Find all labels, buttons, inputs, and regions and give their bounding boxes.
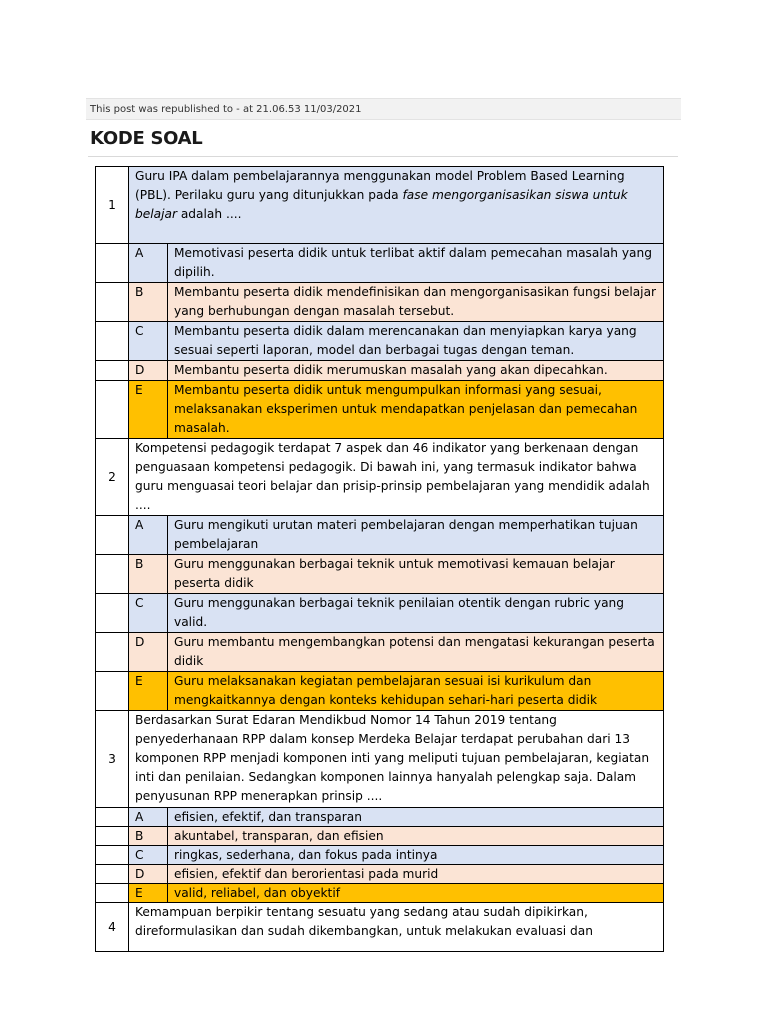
page-title: KODE SOAL [90, 128, 203, 149]
option-text: Memotivasi peserta didik untuk terlibat aktif dalam pemecahan masalah yang dipilih. [168, 244, 664, 283]
option-row[interactable] [96, 555, 664, 594]
option-row[interactable] [96, 594, 664, 633]
empty-cell [96, 884, 129, 903]
option-row[interactable] [96, 244, 664, 283]
option-text: efisien, efektif dan berorientasi pada murid [168, 865, 664, 884]
option-text: Membantu peserta didik untuk mengumpulkan informasi yang sesuai, melaksanakan eksperimen untuk mendapatkan penjelasan dan pemecahan masalah. [168, 381, 664, 439]
option-row[interactable] [96, 827, 664, 846]
empty-cell [96, 283, 129, 322]
republish-banner [86, 98, 681, 120]
question-number: 2 [96, 439, 129, 516]
option-text: Guru melaksanakan kegiatan pembelajaran sesuai isi kurikulum dan mengkaitkannya dengan konteks kehidupan sehari-hari peserta didik [168, 672, 664, 711]
option-row[interactable] [96, 361, 664, 381]
question-number: 3 [96, 711, 129, 808]
option-letter: C [129, 322, 168, 361]
option-letter: B [129, 555, 168, 594]
question-row-3 [96, 711, 664, 808]
option-text: Guru menggunakan berbagai teknik penilaian otentik dengan rubric yang valid. [168, 594, 664, 633]
question-stem [129, 167, 664, 244]
republish-banner-text: This post was republished to - at 21.06.53 11/03/2021 [90, 104, 362, 115]
question-stem: Kompetensi pedagogik terdapat 7 aspek dan 46 indikator yang berkenaan dengan penguasaan kompetensi pedagogik. Di bawah ini, yang termasuk indikator bahwa guru menguasai teori belajar dan prisip-prinsip pembelajaran yang mendidik adalah .... [129, 439, 664, 516]
option-row[interactable] [96, 516, 664, 555]
question-table [95, 166, 664, 952]
question-number: 1 [96, 167, 129, 244]
empty-cell [96, 322, 129, 361]
option-text: akuntabel, transparan, dan efisien [168, 827, 664, 846]
question-row-2 [96, 439, 664, 516]
option-letter: A [129, 808, 168, 827]
option-text: Membantu peserta didik mendefinisikan dan mengorganisasikan fungsi belajar yang berhubungan dengan masalah tersebut. [168, 283, 664, 322]
question-stem: Kemampuan berpikir tentang sesuatu yang sedang atau sudah dipikirkan, direformulasikan dan sudah dikembangkan, untuk melakukan evaluasi dan [129, 903, 664, 952]
empty-cell [96, 361, 129, 381]
option-letter: B [129, 283, 168, 322]
empty-cell [96, 827, 129, 846]
option-row[interactable] [96, 865, 664, 884]
empty-cell [96, 244, 129, 283]
question-stem: Berdasarkan Surat Edaran Mendikbud Nomor 14 Tahun 2019 tentang penyederhanaan RPP dalam konsep Merdeka Belajar terdapat perubahan dari 13 komponen RPP menjadi komponen inti yang meliputi tujuan pembelajaran, kegiatan inti dan penilaian. Sedangkan komponen lainnya hanyalah pelengkap saja. Dalam penyusunan RPP menerapkan prinsip .... [129, 711, 664, 808]
option-letter: E [129, 381, 168, 439]
empty-cell [96, 381, 129, 439]
empty-cell [96, 555, 129, 594]
question-stem-italic: fase mengorganisasikan siswa untuk belajar [135, 188, 628, 221]
option-row-answer[interactable] [96, 672, 664, 711]
empty-cell [96, 865, 129, 884]
title-divider [88, 156, 678, 157]
option-row[interactable] [96, 633, 664, 672]
option-text: Membantu peserta didik merumuskan masalah yang akan dipecahkan. [168, 361, 664, 381]
option-text: efisien, efektif, dan transparan [168, 808, 664, 827]
option-row[interactable] [96, 808, 664, 827]
option-letter: A [129, 516, 168, 555]
option-letter: D [129, 361, 168, 381]
empty-cell [96, 594, 129, 633]
option-text: Guru mengikuti urutan materi pembelajaran dengan memperhatikan tujuan pembelajaran [168, 516, 664, 555]
empty-cell [96, 633, 129, 672]
option-letter: E [129, 884, 168, 903]
option-row-answer[interactable] [96, 884, 664, 903]
option-letter: B [129, 827, 168, 846]
question-row-1 [96, 167, 664, 244]
empty-cell [96, 672, 129, 711]
option-letter: A [129, 244, 168, 283]
option-text: Membantu peserta didik dalam merencanakan dan menyiapkan karya yang sesuai seperti laporan, model dan berbagai tugas dengan teman. [168, 322, 664, 361]
option-letter: D [129, 633, 168, 672]
option-letter: C [129, 846, 168, 865]
empty-cell [96, 516, 129, 555]
option-text: ringkas, sederhana, dan fokus pada intinya [168, 846, 664, 865]
question-stem-text: Guru IPA dalam pembelajarannya menggunakan model Problem Based Learning (PBL). Perilaku guru yang ditunjukkan pada [135, 169, 625, 202]
option-letter: C [129, 594, 168, 633]
option-row[interactable] [96, 322, 664, 361]
option-letter: D [129, 865, 168, 884]
question-number: 4 [96, 903, 129, 952]
option-letter: E [129, 672, 168, 711]
option-row[interactable] [96, 283, 664, 322]
empty-cell [96, 846, 129, 865]
option-text: Guru membantu mengembangkan potensi dan mengatasi kekurangan peserta didik [168, 633, 664, 672]
question-row-4 [96, 903, 664, 952]
empty-cell [96, 808, 129, 827]
option-row[interactable] [96, 846, 664, 865]
option-text: valid, reliabel, dan obyektif [168, 884, 664, 903]
option-row-answer[interactable] [96, 381, 664, 439]
option-text: Guru menggunakan berbagai teknik untuk memotivasi kemauan belajar peserta didik [168, 555, 664, 594]
question-stem-end: adalah .... [176, 207, 242, 221]
